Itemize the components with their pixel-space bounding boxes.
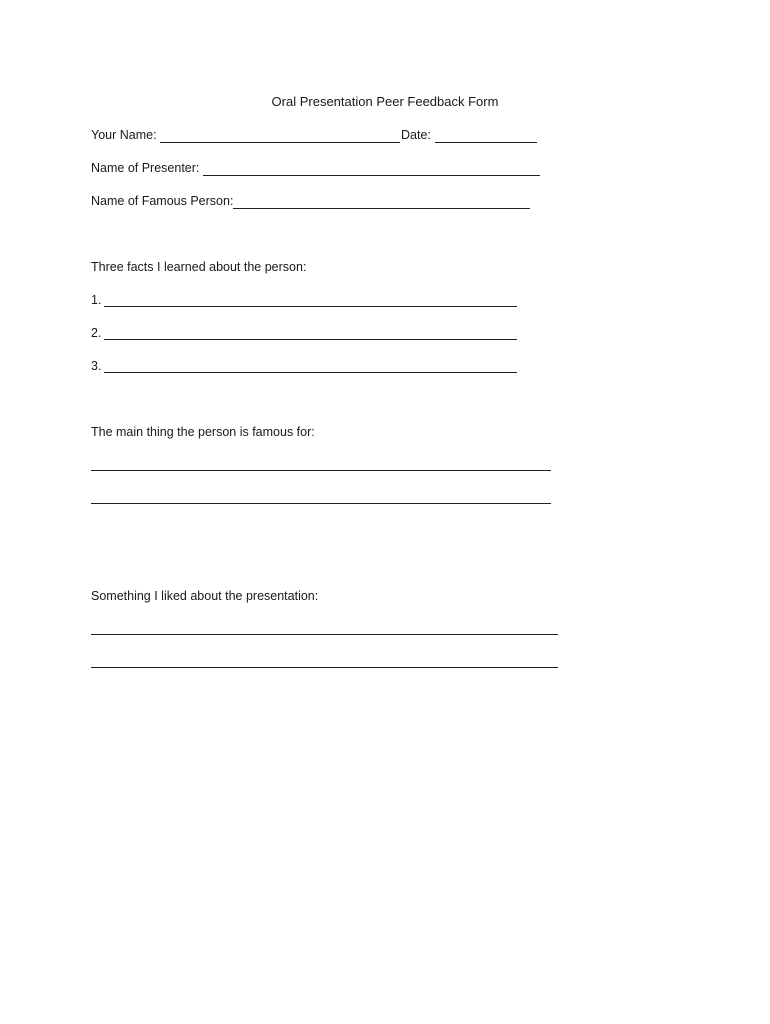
fact-1-field[interactable] — [104, 306, 517, 307]
famous-for-line-2[interactable] — [91, 503, 551, 504]
fact-2-number: 2. — [91, 326, 102, 340]
famous-for-heading: The main thing the person is famous for: — [91, 425, 315, 439]
famous-for-line-1[interactable] — [91, 470, 551, 471]
fact-3-field[interactable] — [104, 372, 517, 373]
fact-2-field[interactable] — [104, 339, 517, 340]
facts-heading: Three facts I learned about the person: — [91, 260, 307, 274]
form-title: Oral Presentation Peer Feedback Form — [271, 94, 499, 109]
fact-1-number: 1. — [91, 293, 102, 307]
liked-heading: Something I liked about the presentation: — [91, 589, 319, 603]
fact-3-number: 3. — [91, 359, 102, 373]
liked-line-2[interactable] — [91, 667, 558, 668]
your-name-label: Your Name: — [91, 128, 157, 142]
presenter-field[interactable] — [203, 175, 540, 176]
date-label: Date: — [401, 128, 431, 142]
liked-line-1[interactable] — [91, 634, 558, 635]
presenter-label: Name of Presenter: — [91, 161, 200, 175]
date-field[interactable] — [435, 142, 537, 143]
famous-person-label: Name of Famous Person: — [91, 194, 234, 208]
your-name-field[interactable] — [160, 142, 400, 143]
famous-person-field[interactable] — [233, 208, 530, 209]
